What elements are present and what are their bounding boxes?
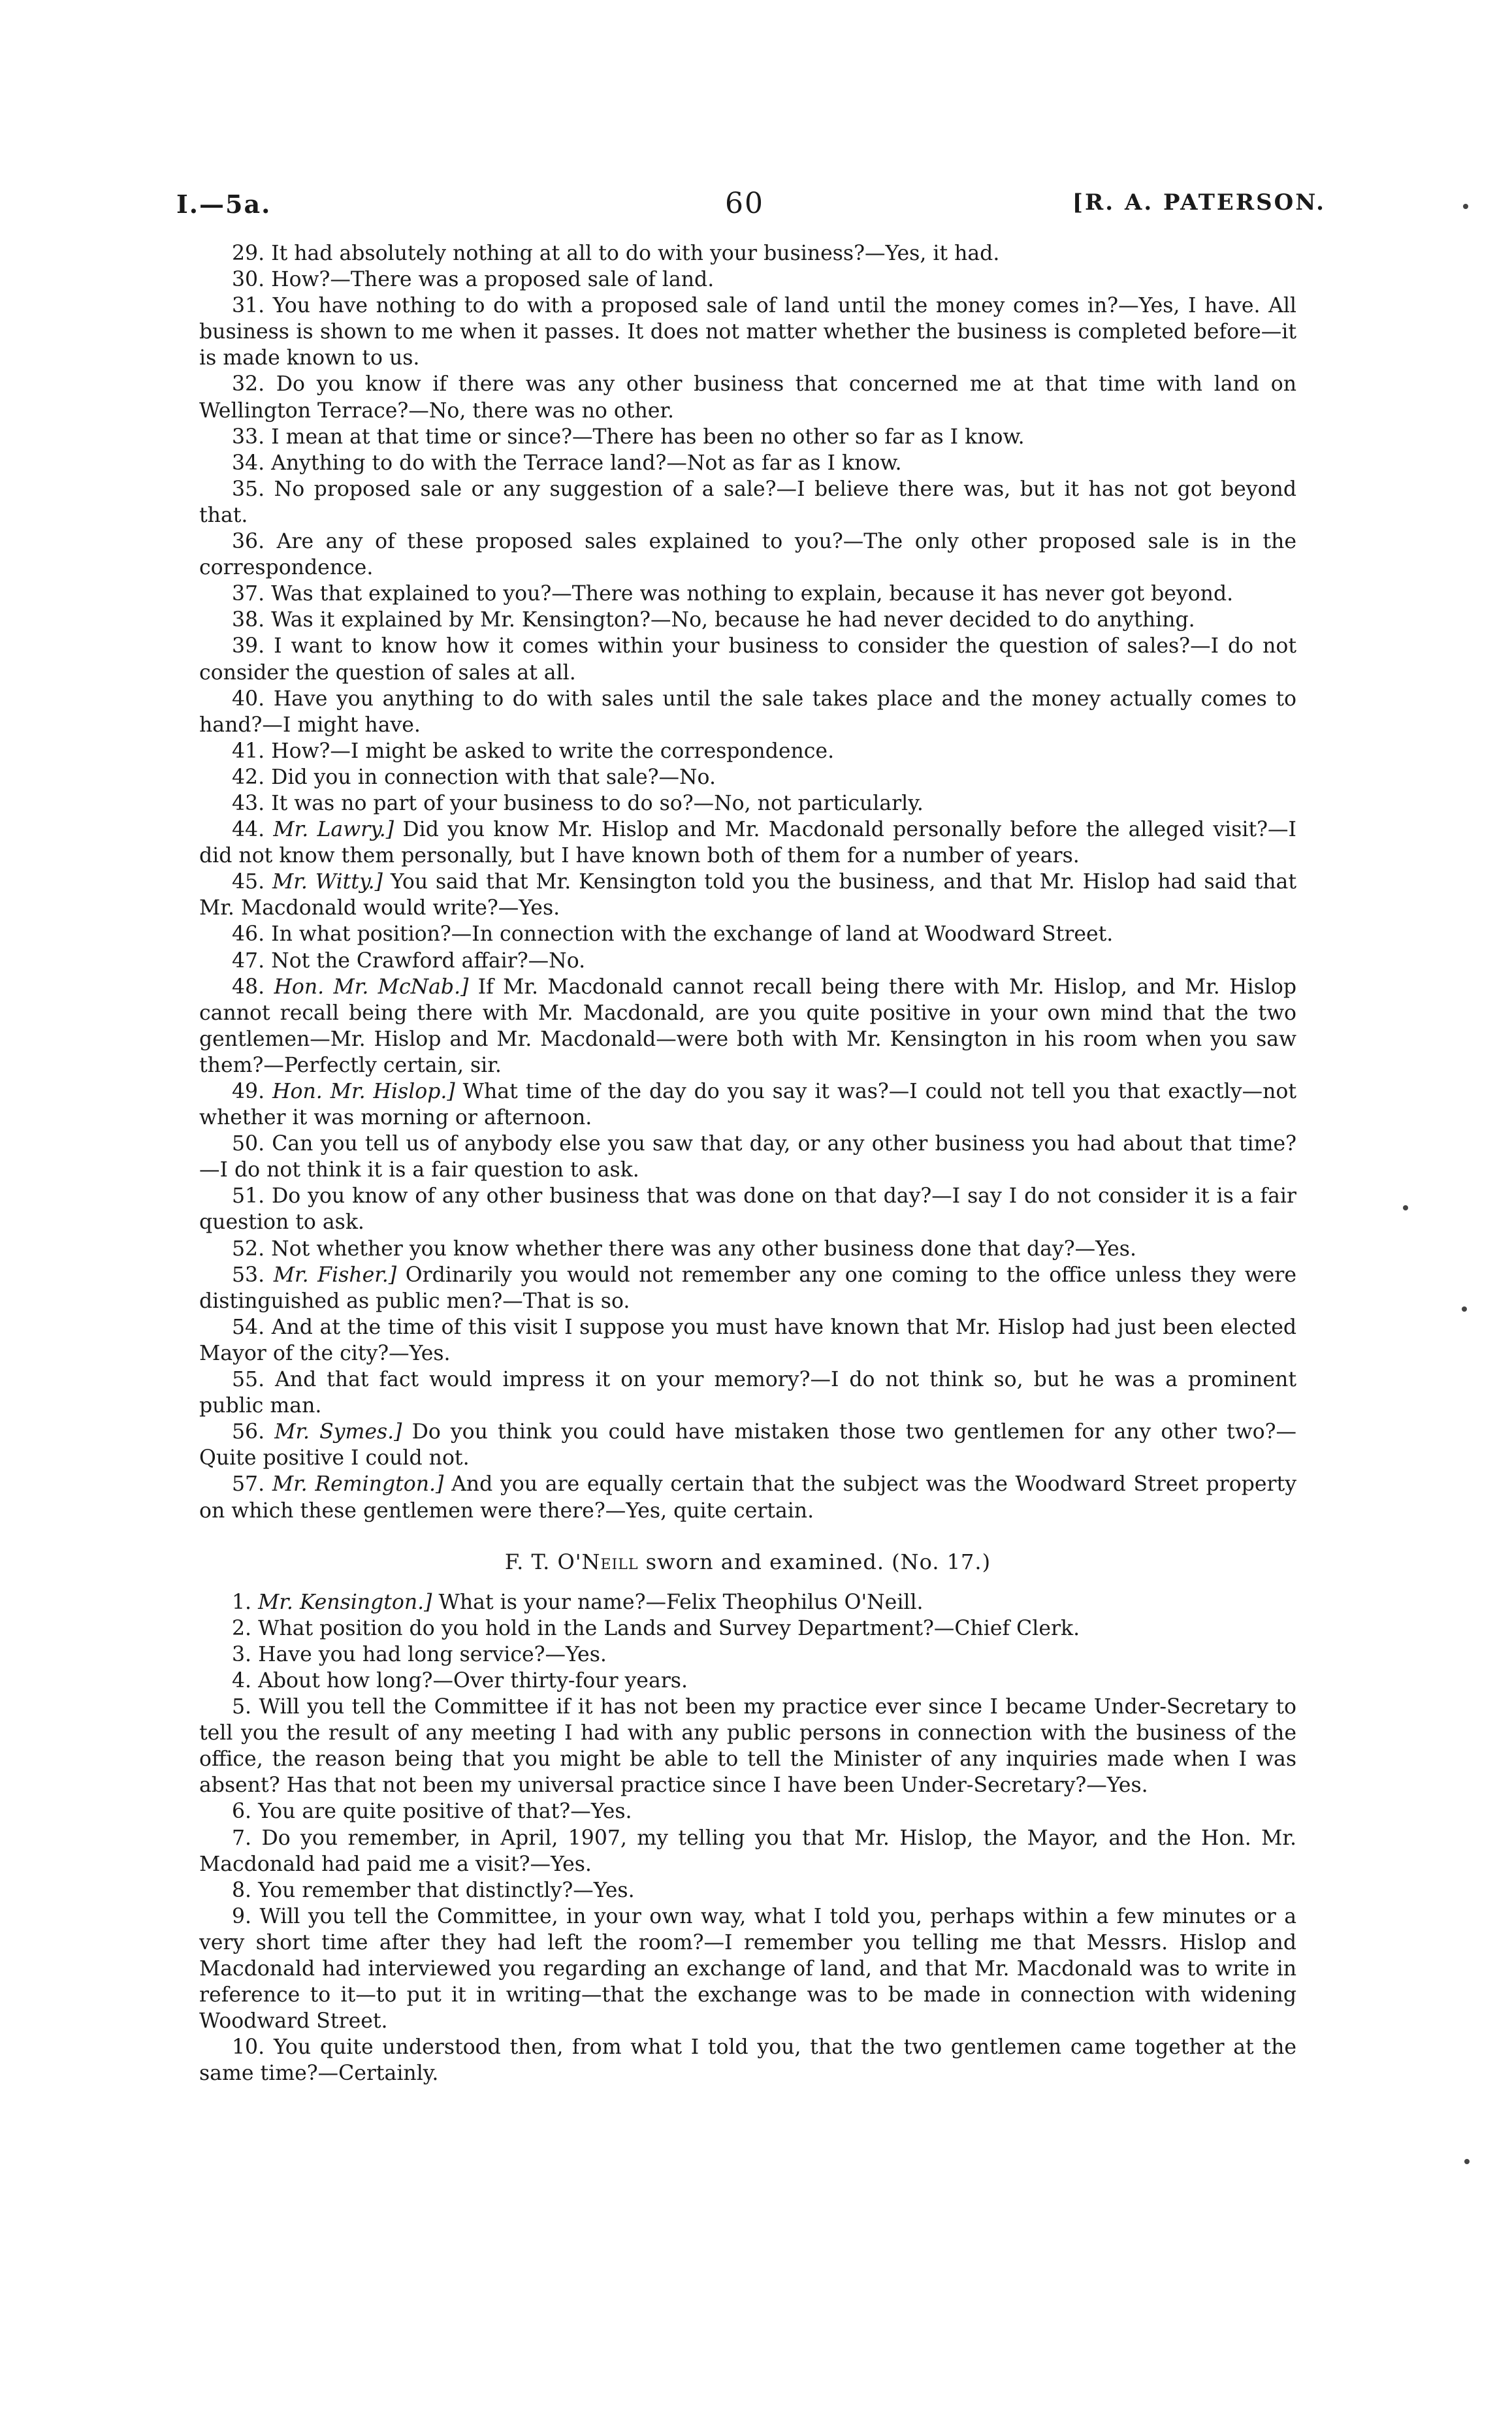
question-text: Do you know if there was any other business that concerned me at that time with land on Wellington Terrace?—No, there was no other. [199, 372, 1297, 423]
question-number: 52. [232, 1237, 265, 1261]
question-text: Did you know Mr. Hislop and Mr. Macdonald personally before the alleged visit?—I did not know them personally, but I have known both of them for a number of years. [199, 818, 1296, 868]
question-number: 2. [232, 1616, 252, 1640]
speaker-name: Mr. Lawry.] [273, 818, 394, 842]
question-paragraph [199, 921, 1296, 947]
question-number: 49. [232, 1080, 265, 1103]
question-paragraph [199, 738, 1296, 764]
question-paragraph [199, 686, 1296, 738]
question-text: Have you had long service?—Yes. [258, 1642, 607, 1666]
question-paragraph [199, 633, 1296, 685]
question-number: 57. [232, 1472, 265, 1497]
question-number: 34. [232, 451, 265, 475]
question-paragraph [199, 1589, 1296, 1615]
question-number: 32. [232, 372, 265, 397]
question-text: About how long?—Over thirty-four years. [258, 1668, 688, 1693]
question-number: 5. [232, 1695, 252, 1719]
question-paragraph [199, 1367, 1296, 1419]
paterson-evidence [199, 240, 1296, 1524]
question-text: Are any of these proposed sales explained to you?—The only other proposed sale is in the correspondence. [199, 530, 1296, 580]
question-paragraph [199, 371, 1296, 423]
question-text: Will you tell the Committee if it has not been my practice ever since I became Under-Secretary to tell you the result of any meeting I had with any public persons in connection with the business of the office, the reason being that you might be able to tell the Minister of any inquiries made when I was absent? Has that not been my universal practice since I have been Under-Secretary?—Yes. [199, 1695, 1296, 1798]
question-paragraph [199, 1471, 1296, 1523]
question-text: Do you think you could have mistaken those two gentlemen for any other two?—Quite positive I could not. [199, 1420, 1297, 1470]
question-paragraph [199, 869, 1296, 921]
question-number: 35. [232, 477, 265, 501]
question-number: 39. [232, 634, 265, 658]
question-text: What time of the day do you say it was?—I could not tell you that exactly—not whether it was morning or afternoon. [199, 1080, 1297, 1130]
question-number: 37. [232, 582, 265, 606]
question-text: Not the Crawford affair?—No. [271, 948, 586, 973]
question-number: 44. [232, 818, 265, 842]
question-text: What position do you hold in the Lands and Survey Department?—Chief Clerk. [258, 1616, 1080, 1640]
question-number: 8. [232, 1878, 252, 1902]
question-text: How?—I might be asked to write the correspondence. [271, 739, 835, 763]
question-number: 4. [232, 1668, 252, 1693]
question-paragraph [199, 1904, 1296, 2034]
question-number: 48. [232, 975, 265, 999]
question-text: You remember that distinctly?—Yes. [258, 1878, 635, 1902]
question-number: 33. [232, 425, 265, 449]
question-paragraph [199, 1798, 1296, 1824]
witness-heading-rest: sworn and examined. (No. 17.) [645, 1549, 991, 1574]
question-paragraph [199, 1236, 1296, 1262]
question-paragraph [199, 1183, 1296, 1235]
question-text: Do you remember, in April, 1907, my telling you that Mr. Hislop, the Mayor, and the Hon. Mr. Macdonald had paid me a visit?—Yes. [199, 1826, 1296, 1876]
document-reference: I.—5a. [176, 189, 272, 219]
oneill-evidence [199, 1589, 1296, 2087]
question-text: It was no part of your business to do so?—No, not particularly. [271, 791, 924, 815]
question-paragraph [199, 1825, 1296, 1877]
question-number: 7. [232, 1826, 252, 1850]
speaker-name: Mr. Fisher.] [273, 1263, 397, 1287]
question-number: 31. [232, 294, 265, 318]
section-heading [199, 1549, 1296, 1575]
question-paragraph [199, 240, 1296, 267]
question-paragraph [199, 1078, 1296, 1131]
question-text: Can you tell us of anybody else you saw that day, or any other business you had about that time?—I do not think it is a fair question to ask. [199, 1132, 1297, 1182]
question-text: And that fact would impress it on your memory?—I do not think so, but he was a prominent public man. [199, 1368, 1296, 1418]
question-text: I mean at that time or since?—There has been no other so far as I know. [271, 425, 1025, 449]
question-paragraph [199, 1314, 1296, 1367]
question-number: 36. [232, 530, 265, 554]
question-text: How?—There was a proposed sale of land. [271, 268, 715, 292]
question-text: Have you anything to do with sales until the sale takes place and the money actually comes to hand?—I might have. [199, 687, 1296, 737]
question-number: 1. [232, 1590, 252, 1614]
question-paragraph [199, 817, 1296, 869]
speaker-name: Hon. Mr. Hislop.] [272, 1080, 455, 1103]
question-number: 3. [232, 1642, 252, 1666]
question-number: 43. [232, 791, 265, 815]
question-paragraph [199, 974, 1296, 1078]
question-paragraph [199, 1694, 1296, 1798]
question-paragraph [199, 948, 1296, 974]
question-paragraph [199, 293, 1296, 371]
question-text: And you are equally certain that the subject was the Woodward Street property on which these gentlemen were there?—Yes, quite certain. [199, 1472, 1296, 1523]
question-paragraph [199, 424, 1296, 450]
question-number: 47. [232, 948, 265, 973]
question-paragraph [199, 267, 1296, 293]
question-number: 56. [232, 1420, 265, 1444]
question-number: 50. [232, 1132, 265, 1156]
witness-heading-name: F. T. O'Neill [504, 1549, 639, 1574]
margin-speck [1462, 1306, 1467, 1312]
question-text: Anything to do with the Terrace land?—Not as far as I know. [271, 451, 902, 475]
question-text: Did you in connection with that sale?—No. [271, 765, 716, 789]
question-number: 29. [232, 242, 265, 265]
question-number: 41. [232, 739, 265, 763]
question-number: 55. [232, 1368, 265, 1392]
question-text: I want to know how it comes within your business to consider the question of sales?—I do not consider the question of sales at all. [199, 634, 1296, 685]
question-number: 6. [232, 1800, 252, 1824]
question-text: What is your name?—Felix Theophilus O'Neill. [438, 1590, 924, 1614]
question-text: Was that explained to you?—There was nothing to explain, because it has never got beyond. [271, 582, 1234, 606]
page-header [176, 189, 1326, 222]
question-paragraph [199, 450, 1296, 476]
question-paragraph [199, 476, 1296, 528]
margin-speck [1464, 2159, 1470, 2164]
question-number: 38. [232, 608, 265, 632]
question-number: 46. [232, 922, 265, 947]
margin-speck [1403, 1205, 1408, 1210]
witness-name: [R. A. PATERSON. [1072, 189, 1326, 216]
question-number: 53. [232, 1263, 265, 1287]
question-paragraph [199, 1642, 1296, 1668]
question-text: You said that Mr. Kensington told you the business, and that Mr. Hislop had said that Mr. Macdonald would write?—Yes. [199, 870, 1296, 920]
question-text: It had absolutely nothing at all to do with your business?—Yes, it had. [271, 242, 1000, 265]
question-number: 42. [232, 765, 265, 789]
question-number: 45. [232, 870, 265, 894]
question-text: Ordinarily you would not remember any one coming to the office unless they were distinguished as public men?—That is so. [199, 1263, 1297, 1313]
speaker-name: Mr. Symes.] [274, 1420, 402, 1444]
question-number: 40. [232, 687, 265, 711]
question-text: Do you know of any other business that was done on that day?—I say I do not consider it is a fair question to ask. [199, 1184, 1296, 1235]
question-number: 51. [232, 1184, 265, 1208]
question-paragraph [199, 790, 1296, 817]
question-paragraph [199, 607, 1296, 633]
question-text: No proposed sale or any suggestion of a sale?—I believe there was, but it has not got beyond that. [199, 477, 1297, 527]
question-text: If Mr. Macdonald cannot recall being there with Mr. Hislop, and Mr. Hislop cannot recall being there with Mr. Macdonald, are you quite positive in your own mind that the two gentlemen—Mr. Hislop and Mr. Macdonald—were both with Mr. Kensington in his room when you saw them?—Perfectly certain, sir. [199, 975, 1296, 1077]
question-number: 10. [232, 2035, 265, 2060]
question-text: And at the time of this visit I suppose you must have known that Mr. Hislop had just been elected Mayor of the city?—Yes. [199, 1315, 1297, 1365]
speaker-name: Mr. Kensington.] [258, 1590, 432, 1614]
question-text: Was it explained by Mr. Kensington?—No, because he had never decided to do anything. [271, 608, 1195, 632]
question-paragraph [199, 1419, 1296, 1471]
question-paragraph [199, 764, 1296, 790]
question-paragraph [199, 528, 1296, 581]
speaker-name: Mr. Witty.] [272, 870, 383, 894]
question-paragraph [199, 581, 1296, 607]
question-paragraph [199, 1668, 1296, 1694]
question-text: You have nothing to do with a proposed sale of land until the money comes in?—Yes, I have. All business is shown to me when it passes. It does not matter whether the business is completed before—it is made known to us. [199, 294, 1296, 370]
question-number: 30. [232, 268, 265, 292]
speaker-name: Mr. Remington.] [272, 1472, 444, 1497]
question-paragraph [199, 2034, 1296, 2086]
question-paragraph [199, 1131, 1296, 1183]
question-text: In what position?—In connection with the exchange of land at Woodward Street. [271, 922, 1114, 947]
question-number: 9. [232, 1904, 252, 1928]
question-paragraph [199, 1262, 1296, 1314]
document-body [199, 240, 1296, 2086]
question-text: Not whether you know whether there was any other business done that day?—Yes. [271, 1237, 1136, 1261]
page-number: 60 [725, 187, 764, 220]
speaker-name: Hon. Mr. McNab.] [274, 975, 469, 999]
question-paragraph [199, 1615, 1296, 1642]
margin-speck [1463, 204, 1468, 209]
question-paragraph [199, 1877, 1296, 1904]
question-text: You quite understood then, from what I told you, that the two gentlemen came together at the same time?—Certainly. [199, 2035, 1296, 2086]
question-text: Will you tell the Committee, in your own way, what I told you, perhaps within a few minutes or a very short time after they had left the room?—I remember you telling me that Messrs. Hislop and Macdonald had interviewed you regarding an exchange of land, and that Mr. Macdonald was to write in reference to it—to put it in writing—that the exchange was to be made in connection with widening Woodward Street. [199, 1904, 1296, 2034]
question-text: You are quite positive of that?—Yes. [258, 1800, 632, 1824]
question-number: 54. [232, 1315, 265, 1339]
